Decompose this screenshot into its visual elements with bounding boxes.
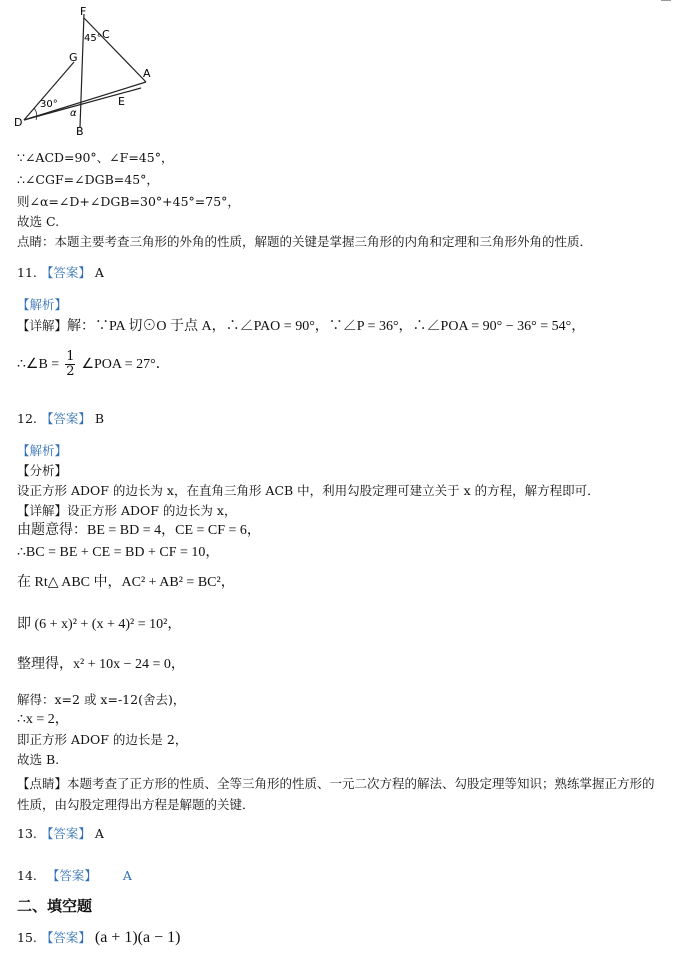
q15-answer-tag: 【答案】 (40, 930, 91, 945)
q11-b-pre: ∴∠B = (17, 357, 60, 372)
angle-f-label: 45° (84, 33, 102, 44)
fraction-one-half (65, 350, 75, 379)
label-f: F (80, 5, 87, 18)
label-g: G (69, 51, 78, 64)
solution-line-2: ∴∠CGF=∠DGB=45°， (17, 172, 159, 187)
q11-answer-tag: 【答案】 (40, 265, 91, 280)
q11-b-post: ∠POA = 27°． (81, 357, 170, 372)
q12-fenxi-tag: 【分析】 (17, 463, 68, 478)
solution-note: 点睛：本题主要考查三角形的外角的性质，解题的关键是掌握三角形的内角和定理和三角形外角的性质． (17, 234, 593, 249)
q12-step-3: 在 Rt△ ABC 中，AC² + AB² = BC²， (17, 575, 235, 590)
q12-step-1: 由题意得：BE = BD = 4，CE = CF = 6， (17, 523, 261, 538)
q12-note (17, 773, 662, 815)
q13-answer: A (94, 826, 104, 841)
q12-detail-line (17, 503, 236, 519)
q12-step-6: 解得：x=2 或 x=-12(舍去)， (17, 692, 186, 707)
solution-line-1: ∵∠ACD=90°、∠F=45°， (17, 150, 174, 165)
q14-number: 14. (17, 868, 37, 883)
q11-detail-tag: 【详解】 (17, 318, 68, 333)
q11-number: 11. (17, 265, 37, 280)
q12-answer-line (17, 411, 104, 427)
q12-step-7: ∴x = 2， (17, 712, 69, 727)
q13-number: 13. (17, 826, 37, 841)
q15-number: 15. (17, 930, 37, 945)
q15-answer-line (17, 930, 180, 946)
q12-note-text: 本题考查了正方形的性质、全等三角形的性质、一元二次方程的解法、勾股定理等知识；熟练掌握正方形的性质，由勾股定理得出方程是解题的关键． (17, 776, 655, 812)
solution-line-4: 故选 C. (17, 214, 60, 229)
q12-number: 12. (17, 411, 37, 426)
q11-b-line (17, 350, 170, 379)
solution-line-3: 则∠α=∠D+∠DGB=30°+45°=75°， (17, 194, 240, 209)
label-b: B (76, 125, 84, 138)
label-a: A (143, 67, 151, 80)
q14-answer-line (17, 868, 132, 884)
angle-d-label: 30° (40, 99, 58, 110)
alpha-label: α (70, 108, 77, 119)
q12-step-5: 整理得，x² + 10x − 24 = 0， (17, 657, 185, 672)
section-heading: 二、填空题 (17, 897, 93, 915)
geometry-figure (14, 4, 164, 138)
label-c: C (102, 28, 110, 41)
q12-step-2: ∴BC = BE + CE = BD + CF = 10， (17, 545, 220, 560)
q12-analysis-tag: 【解析】 (17, 443, 68, 458)
q13-answer-tag: 【答案】 (40, 826, 91, 841)
q15-answer: (a + 1)(a − 1) (94, 929, 181, 946)
q14-answer: A (122, 868, 132, 883)
label-e: E (118, 95, 125, 108)
q12-answer-tag: 【答案】 (40, 411, 91, 426)
triangle-diagram (14, 4, 164, 138)
q11-detail-text: 解：∵PA 切⊙O 于点 A，∴∠PAO = 90°，∵∠P = 36°，∴∠POA = 90° − 36° = 54°， (67, 319, 586, 334)
page-corner-mark (661, 0, 671, 1)
q11-detail-line (17, 318, 585, 335)
fraction-numerator: 1 (66, 349, 75, 364)
q11-answer-line (17, 265, 104, 281)
q12-note-tag: 【点睛】 (17, 776, 68, 791)
q13-answer-line (17, 826, 104, 842)
q11-analysis-tag: 【解析】 (17, 297, 68, 312)
q12-step-8: 即正方形 ADOF 的边长是 2， (17, 732, 188, 747)
q12-detail-text: 设正方形 ADOF 的边长为 x， (67, 503, 237, 518)
q12-step-4: 即 (6 + x)² + (x + 4)² = 10²， (17, 617, 182, 632)
q12-detail-tag: 【详解】 (17, 503, 68, 518)
q11-answer: A (94, 265, 104, 280)
fraction-denominator: 2 (66, 364, 75, 379)
q14-answer-tag: 【答案】 (46, 868, 97, 883)
q12-analysis-text: 设正方形 ADOF 的边长为 x，在直角三角形 ACB 中，利用勾股定理可建立关于 x 的方程，解方程即可． (17, 483, 600, 498)
label-d: D (14, 116, 23, 129)
q12-step-9: 故选 B. (17, 752, 60, 767)
q12-answer: B (94, 411, 105, 426)
